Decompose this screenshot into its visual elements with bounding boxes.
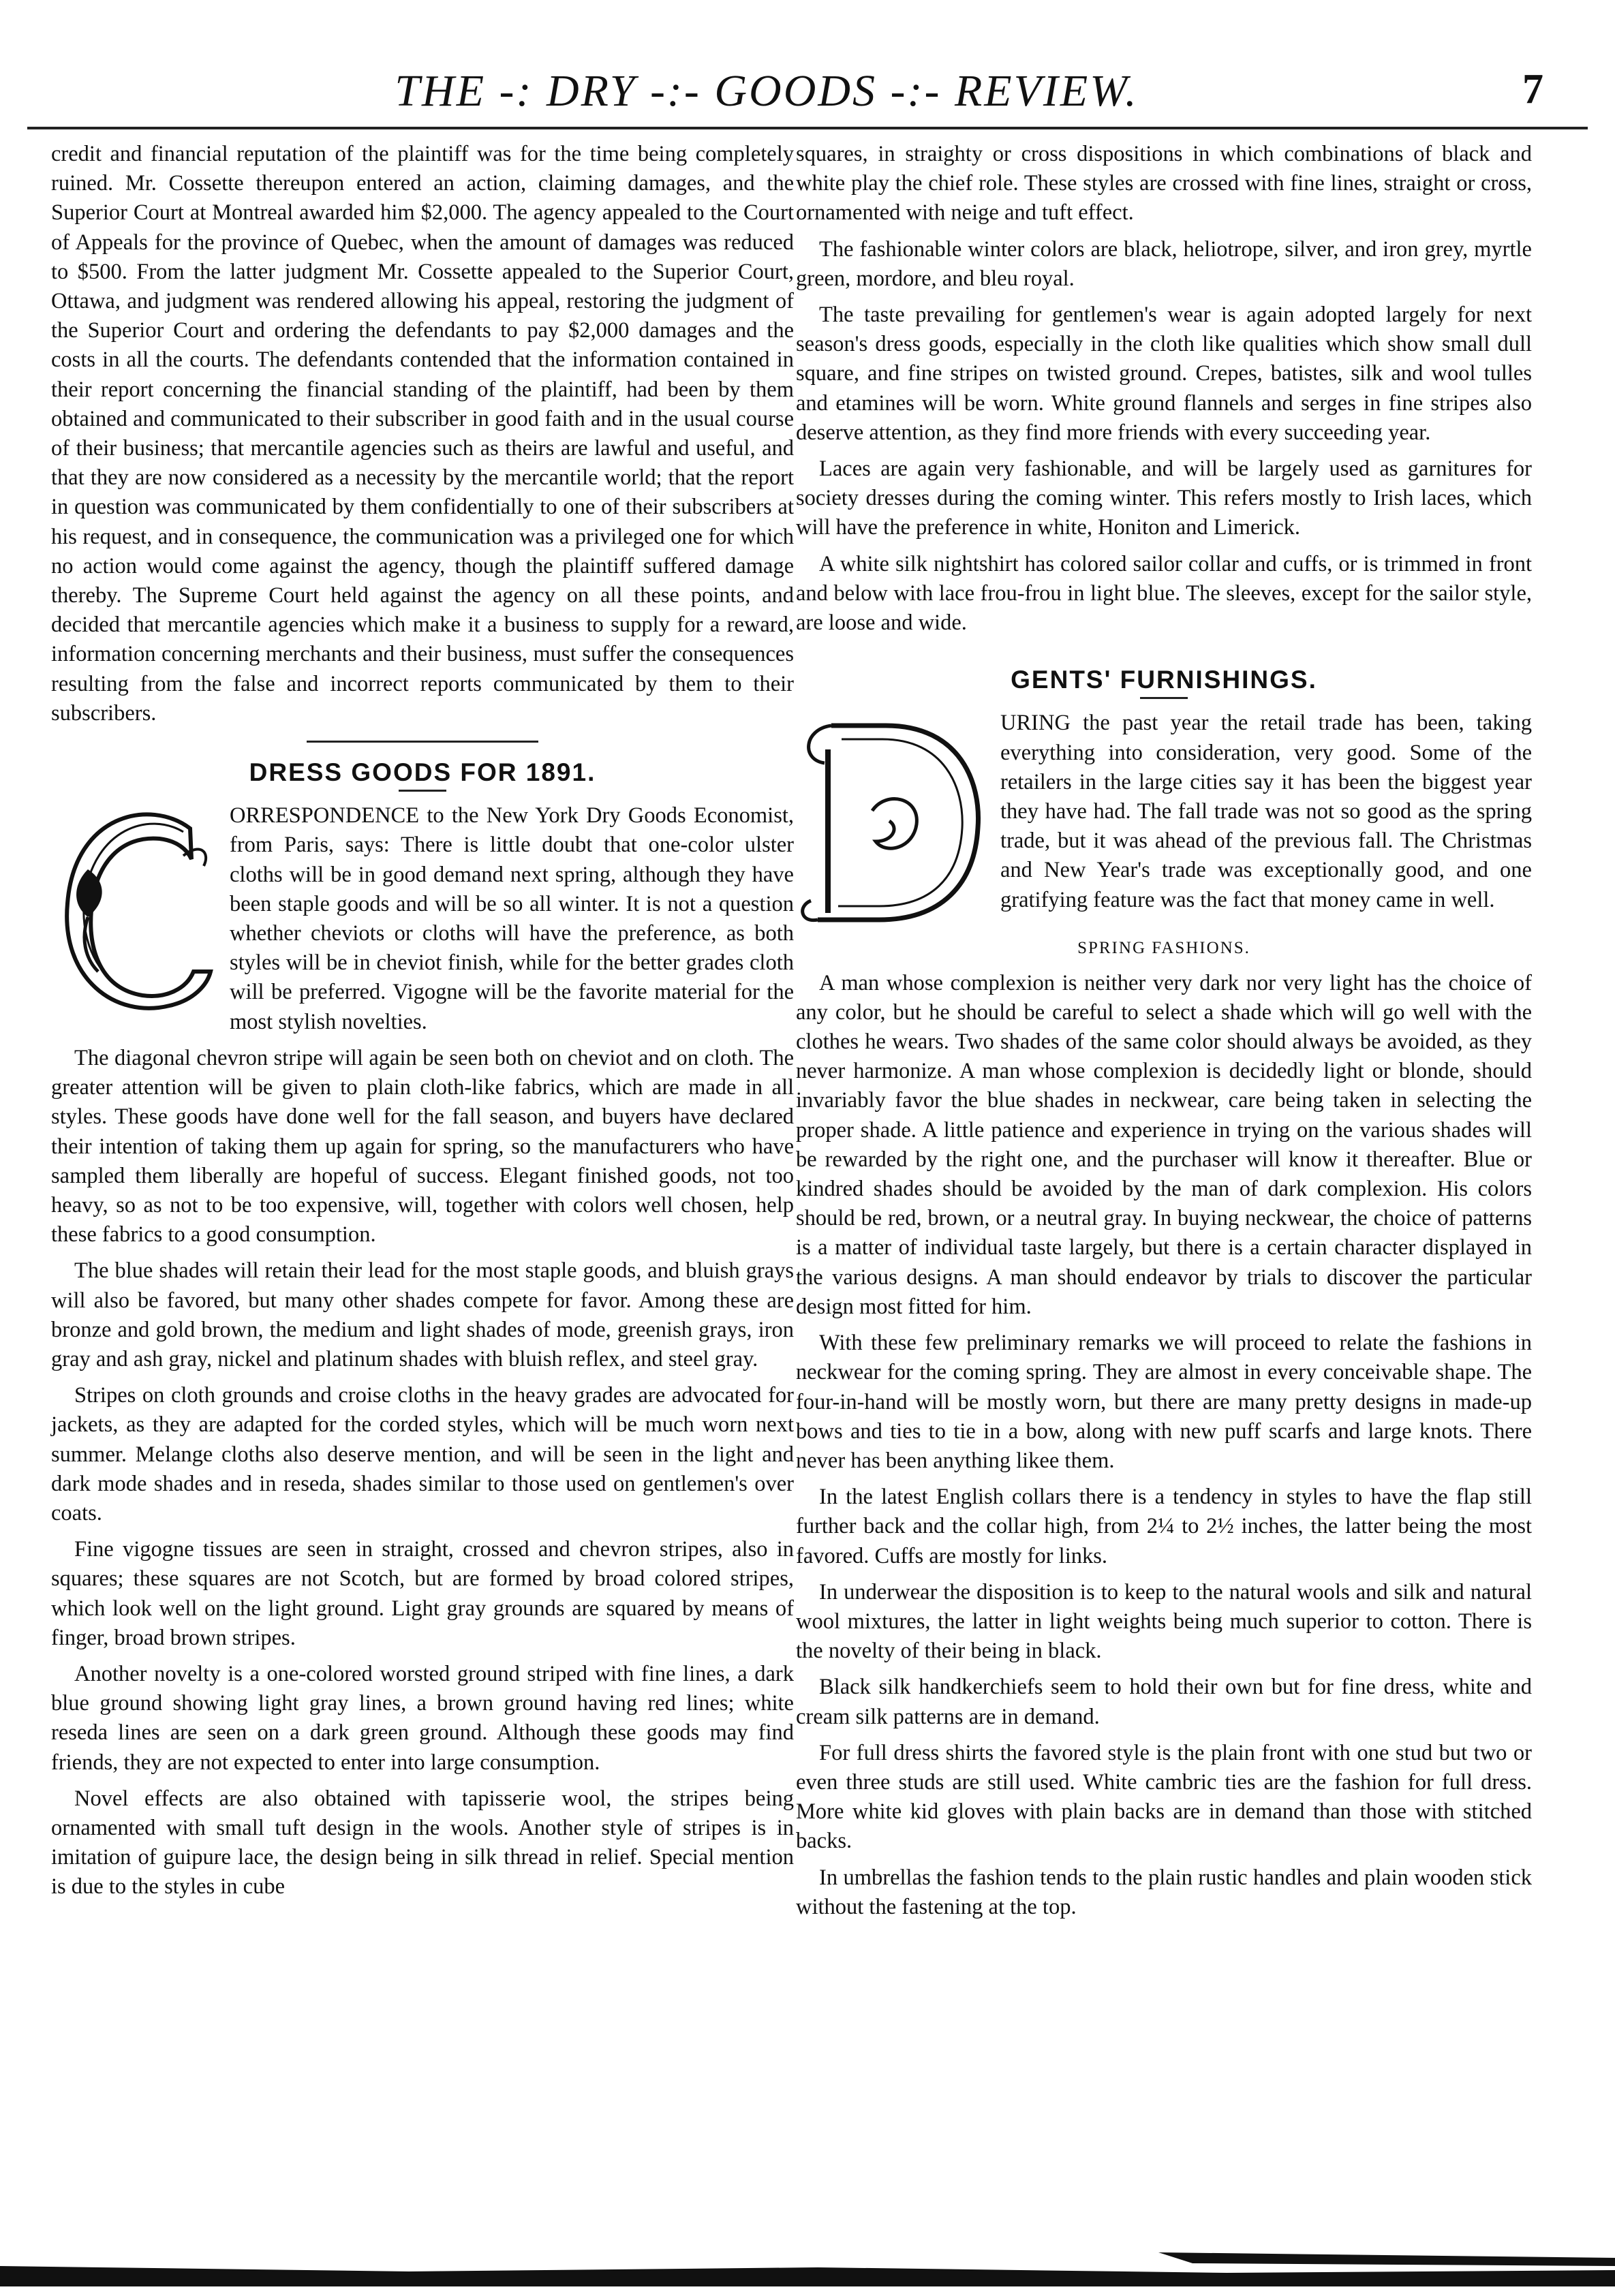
page-number: 7 bbox=[1522, 66, 1543, 112]
paragraph: The taste prevailing for gentlemen's wear is again adopted largely for next season's dress goods, especially in the cloth like qualities which show small dull square, and fine stripes on twisted ground. Crepes, batistes, silk and wool tulles and etamines will be worn. White ground flannels and serges in fine stripes also deserve attention, as they find more friends with every succeeding year. bbox=[796, 302, 1532, 445]
paragraph: For full dress shirts the favored style is the plain front with one stud but two or even three studs are still used. White cambric ties are the fashion for full dress. More white kid gloves with plain backs are in demand than those with stitched backs. bbox=[796, 1740, 1532, 1854]
dropcap-paragraph-text: URING the past year the retail trade has been, taking everything into consideration, very good. Some of the retailers in the large cities say it has been the biggest year they have had. The fall trade was not so good as the spring trade, but it was ahead of the previous fall. The Christmas and New Year's trade was exceptionally good, and one gratifying feature was the fact that money came in well. bbox=[1000, 711, 1532, 912]
paragraph: Black silk handkerchiefs seem to hold their own but for fine dress, white and cream silk patterns are in demand. bbox=[796, 1675, 1532, 1729]
paragraph: Fine vigogne tissues are seen in straight, crossed and chevron stripes, also in squares; these squares are not Scotch, but are formed by broad colored stripes, which look well on the light ground. Light gray grounds are squared by means of finger, broad brown stripes. bbox=[51, 1537, 794, 1650]
section-title-dress-goods: DRESS GOODS FOR 1891. bbox=[249, 758, 596, 787]
paragraph: The fashionable winter colors are black, heliotrope, silver, and iron grey, myrtle green, mordore, and bleu royal. bbox=[796, 236, 1532, 291]
dropcap-paragraph-text: ORRESPONDENCE to the New York Dry Goods Economist, from Paris, says: There is little doubt that one-color ulster cloths will be in good demand next spring, although they have been staple goods and will be so all winter. It is not a question whether cheviots or cloths will have the preference, as both styles will be in cheviot finish, while for the better grades cloth will be preferred. Vigogne will be the favorite material for the most stylish novelties. bbox=[230, 803, 794, 1034]
title-underline bbox=[399, 790, 446, 792]
paragraph: Stripes on cloth grounds and croise cloths in the heavy grades are advocated for jackets, as they are adapted for the corded styles, which will be much worn next summer. Melange cloths also deserve mention, and will be seen in the light and dark mode shades and in reseda, shades similar to those used on gentlemen's over coats. bbox=[51, 1383, 794, 1525]
paragraph: A man whose complexion is neither very dark nor very light has the choice of any color, but he should be careful to select a shade which will go well with the clothes he wears. Two shades of the same color should always be avoided, as they never harmonize. A man whose complexion is decidedly light or blonde, should invariably favor the blue shades in neckwear, care being taken in selecting the proper shade. A little patience and experience in trying on the various shades will be rewarded by the right one, and the purchaser will know it thereafter. Blue or kindred shades should be avoided by the man of dark complexion. His colors should be red, brown, or a neutral gray. In buying neckwear, the choice of patterns is a matter of individual taste largely, but there is a certain character displayed in the various designs. A man should endeavor by trials to discover the particular design most fitted for him. bbox=[796, 970, 1532, 1319]
page-bottom-edge bbox=[0, 2246, 1615, 2286]
dropcap-paragraph bbox=[51, 801, 794, 1037]
paragraph: Another novelty is a one-colored worsted ground striped with fine lines, a dark blue ground showing light gray lines, a brown ground having red lines; white reseda lines are seen on a dark green ground. Although these goods may find friends, they are not expected to enter into large consumption. bbox=[51, 1661, 794, 1775]
left-column bbox=[51, 140, 794, 1902]
ornamental-c-dropcap-icon bbox=[47, 801, 217, 1026]
section-title-gents-furnishings: GENTS' FURNISHINGS. bbox=[1011, 666, 1317, 694]
right-column bbox=[796, 140, 1532, 1922]
paragraph: In umbrellas the fashion tends to the plain rustic handles and plain wooden stick without the fastening at the top. bbox=[796, 1865, 1532, 1919]
paragraph: Novel effects are also obtained with tapisserie wool, the stripes being ornamented with small tuft design in the wools. Another style of stripes is in imitation of guipure lace, the design being in silk thread in relief. Special mention is due to the styles in cube bbox=[51, 1786, 794, 1899]
paragraph: In underwear the disposition is to keep to the natural wools and silk and natural wool mixtures, the latter in light weights being much superior to cotton. There is the novelty of their being in black. bbox=[796, 1579, 1532, 1664]
section-divider bbox=[307, 741, 538, 743]
ornamental-d-dropcap-icon bbox=[790, 709, 988, 933]
header-rule bbox=[27, 127, 1588, 129]
paragraph: The diagonal chevron stripe will again be seen both on cheviot and on cloth. The greater attention will be given to plain cloth-like fabrics, which are made in all styles. These goods have done well for the fall season, and buyers have declared their intention of taking them up again for spring, so the manufacturers who have sampled them liberally are hopeful of success. Elegant finished goods, not too heavy, so as not to be too expensive, will, together with colors well chosen, help these fabrics to a good consumption. bbox=[51, 1045, 794, 1247]
page-header bbox=[0, 0, 1615, 129]
paragraph: With these few preliminary remarks we will proceed to relate the fashions in neckwear for the coming spring. They are almost in every conceivable shape. The four-in-hand will be mostly worn, but there are many pretty designs in made-up bows and ties to tie in a bow, along with new puff scarfs and large knots. There never has been anything likee them. bbox=[796, 1331, 1532, 1473]
title-underline bbox=[1140, 697, 1188, 699]
paragraph: Laces are again very fashionable, and will be largely used as garnitures for society dresses during the coming winter. This refers mostly to Irish laces, which will have the preference in white, Honiton and Limerick. bbox=[796, 456, 1532, 540]
subheading-spring-fashions: SPRING FASHIONS. bbox=[1077, 939, 1250, 958]
continued-paragraph: credit and financial reputation of the plaintiff was for the time being completely ruined. Mr. Cossette thereupon entered an action, claiming damages, and the Superior Court at Montreal awarded him $2,000. The agency appealed to the Court of Appeals for the province of Quebec, when the amount of damages was reduced to $500. From the latter judgment Mr. Cossette appealed to the Superior Court, Ottawa, and judgment was rendered allowing his appeal, restoring the judgment of the Superior Court and ordering the defendants to pay $2,000 damages and the costs in all the courts. The defendants contended that the information contained in their report concerning the financial standing of the plaintiff, had been by them obtained and communicated to their subscriber in good faith and in the usual course of their business; that mercantile agencies such as theirs are lawful and useful, and that they are now considered as a necessity by the mercantile world; that the report in question was communicated by them confidentially to one of their subscribers at his request, and in consequence, the communication was a privileged one for which no action would come against the agency, though the plaintiff suffered damage thereby. The Supreme Court held against the agency on all these points, and decided that mercantile agencies which make it a business to supply for a reward, information concerning merchants and their business, must suffer the consequences resulting from the false and incorrect reports communicated by them to their subscribers. bbox=[51, 142, 794, 726]
paragraph: In the latest English collars there is a tendency in styles to have the flap still further back and the collar high, from 2¼ to 2½ inches, the latter being the most favored. Cuffs are mostly for links. bbox=[796, 1485, 1532, 1568]
dropcap-paragraph bbox=[796, 709, 1532, 914]
paragraph: The blue shades will retain their lead for the most staple goods, and bluish grays will also be favored, but many other shades compete for favor. Among these are bronze and gold brown, the medium and light shades of mode, greenish grays, iron gray and ash gray, nickel and platinum shades with bluish reflex, and steel gray. bbox=[51, 1258, 794, 1371]
periodical-title: THE -: DRY -:- GOODS -:- REVIEW. bbox=[395, 66, 1139, 116]
paragraph: A white silk nightshirt has colored sailor collar and cuffs, or is trimmed in front and below with lace frou-frou in light blue. The sleeves, except for the sailor style, are loose and wide. bbox=[796, 551, 1532, 636]
continued-paragraph: squares, in straighty or cross dispositions in which combinations of black and white play the chief role. These styles are crossed with fine lines, straight or cross, ornamented with neige and tuft effect. bbox=[796, 142, 1532, 226]
